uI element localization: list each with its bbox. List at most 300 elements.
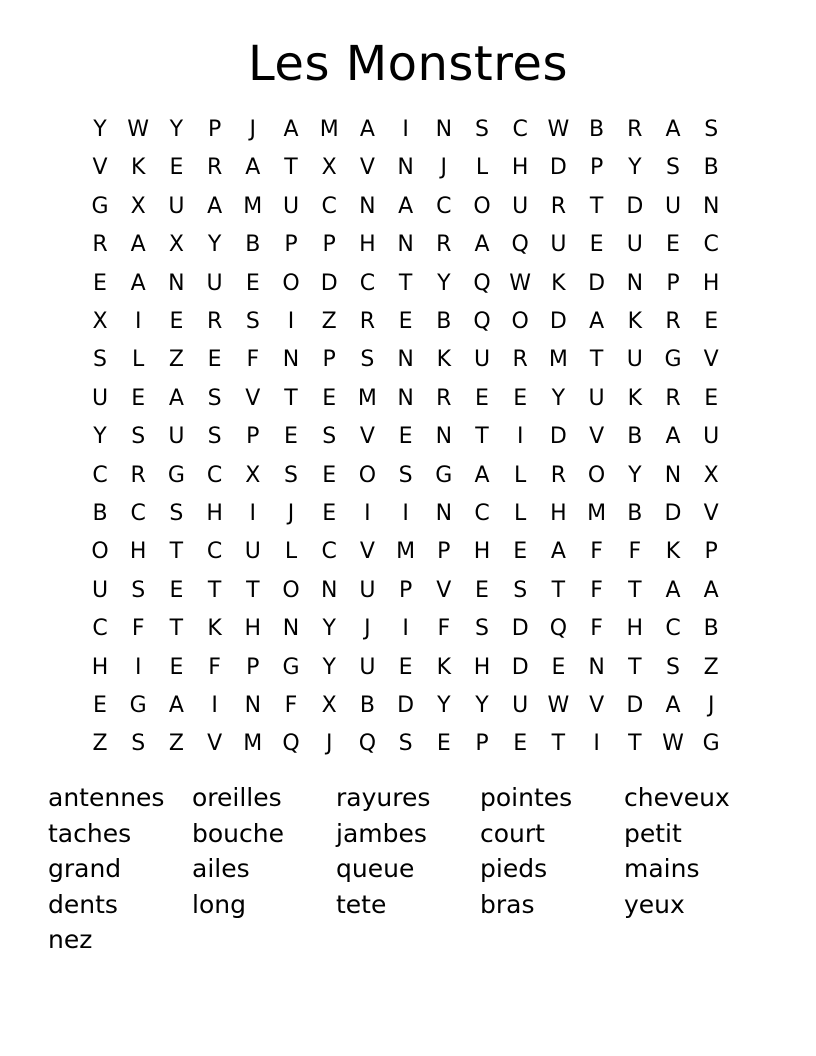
- grid-letter: Q: [549, 616, 568, 642]
- grid-letter: R: [512, 347, 528, 373]
- grid-letter: O: [473, 193, 491, 219]
- grid-letter: P: [398, 577, 413, 603]
- word-list-item: bouche: [192, 818, 284, 848]
- grid-letter: Z: [168, 731, 184, 757]
- grid-letter: B: [245, 232, 261, 258]
- grid-letter: E: [93, 270, 107, 296]
- word-list-item: rayures: [336, 783, 431, 812]
- grid-letter: H: [129, 539, 147, 565]
- grid-letter: V: [589, 693, 605, 718]
- grid-letter: A: [550, 539, 566, 565]
- grid-letter: J: [249, 117, 257, 142]
- grid-letter: F: [284, 693, 298, 718]
- grid-letter: S: [513, 577, 528, 603]
- grid-letter: S: [704, 117, 719, 142]
- grid-letter: P: [322, 347, 336, 373]
- grid-letter: I: [516, 424, 524, 450]
- grid-letter: M: [319, 117, 339, 142]
- grid-letter: E: [169, 155, 184, 181]
- grid-letter: K: [551, 270, 566, 296]
- grid-letter: F: [437, 616, 451, 642]
- grid-letter: Y: [322, 616, 336, 642]
- grid-letter: F: [131, 616, 145, 642]
- grid-letter: Y: [475, 693, 489, 718]
- grid-letter: C: [206, 462, 223, 488]
- grid-letter: N: [244, 693, 262, 718]
- grid-letter: G: [702, 731, 720, 757]
- grid-letter: S: [131, 731, 146, 757]
- grid-letter: N: [320, 577, 338, 603]
- grid-letter: N: [435, 117, 453, 142]
- grid-letter: U: [664, 193, 682, 219]
- grid-letter: R: [92, 232, 108, 258]
- word-list-item: court: [480, 818, 545, 848]
- grid-letter: I: [402, 501, 409, 526]
- grid-letter: M: [587, 501, 607, 526]
- grid-letter: T: [628, 731, 642, 757]
- grid-letter: P: [475, 731, 489, 757]
- grid-letter: U: [91, 577, 109, 603]
- grid-letter: G: [167, 462, 185, 488]
- grid-letter: R: [665, 385, 681, 411]
- grid-letter: X: [168, 232, 184, 258]
- grid-letter: F: [590, 577, 603, 603]
- grid-letter: I: [402, 616, 409, 642]
- grid-letter: V: [703, 501, 719, 526]
- grid-letter: X: [130, 193, 146, 219]
- grid-letter: U: [550, 232, 567, 258]
- grid-letter: B: [627, 424, 643, 450]
- grid-letter: U: [359, 577, 376, 603]
- grid-letter: S: [398, 731, 413, 757]
- grid-letter: T: [628, 654, 642, 680]
- grid-letter: E: [207, 347, 222, 373]
- grid-letter: J: [707, 693, 715, 718]
- grid-letter: D: [511, 654, 529, 680]
- grid-letter: N: [702, 193, 720, 219]
- grid-letter: E: [436, 731, 451, 757]
- grid-letter: Q: [511, 232, 529, 258]
- grid-letter: Y: [628, 155, 642, 181]
- grid-letter: X: [321, 693, 337, 718]
- grid-letter: Q: [282, 731, 300, 757]
- grid-letter: K: [207, 616, 222, 642]
- grid-letter: V: [589, 424, 605, 450]
- grid-letter: V: [359, 155, 375, 181]
- grid-letter: V: [436, 577, 452, 603]
- grid-letter: N: [397, 385, 414, 411]
- grid-letter: G: [91, 193, 109, 219]
- grid-letter: E: [245, 270, 260, 296]
- grid-letter: O: [282, 270, 300, 296]
- grid-letter: R: [550, 462, 567, 488]
- grid-letter: U: [91, 385, 109, 411]
- grid-letter: A: [665, 424, 681, 450]
- word-list-item: jambes: [336, 818, 427, 848]
- grid-letter: N: [397, 155, 414, 181]
- grid-letter: T: [207, 577, 222, 603]
- grid-letter: Y: [551, 385, 566, 411]
- grid-letter: M: [243, 193, 263, 219]
- grid-letter: H: [473, 539, 491, 565]
- grid-letter: N: [282, 616, 300, 642]
- grid-letter: Z: [92, 731, 108, 757]
- grid-letter: O: [587, 462, 606, 488]
- grid-letter: T: [589, 347, 604, 373]
- grid-letter: E: [513, 539, 528, 565]
- grid-letter: Z: [703, 654, 719, 680]
- grid-letter: N: [359, 193, 376, 219]
- grid-letter: R: [206, 155, 223, 181]
- grid-letter: L: [284, 539, 298, 565]
- grid-letter: Y: [322, 654, 336, 680]
- grid-letter: H: [244, 616, 262, 642]
- grid-letter: F: [628, 539, 642, 565]
- grid-letter: S: [284, 462, 298, 488]
- grid-letter: H: [473, 654, 491, 680]
- grid-letter: H: [511, 155, 529, 181]
- grid-letter: O: [91, 539, 109, 565]
- grid-letter: D: [549, 155, 567, 181]
- grid-letter: G: [282, 654, 300, 680]
- grid-letter: H: [206, 501, 223, 526]
- grid-letter: O: [358, 462, 377, 488]
- grid-letter: E: [398, 424, 413, 450]
- grid-letter: S: [207, 424, 222, 450]
- grid-letter: I: [211, 693, 218, 718]
- grid-letter: J: [287, 501, 295, 526]
- grid-letter: N: [397, 232, 414, 258]
- grid-letter: R: [436, 232, 452, 258]
- grid-letter: S: [245, 309, 260, 334]
- grid-letter: U: [703, 424, 720, 450]
- grid-letter: T: [169, 616, 184, 642]
- grid-letter: C: [703, 232, 719, 258]
- grid-letter: N: [626, 270, 644, 296]
- word-list-item: yeux: [624, 889, 685, 919]
- grid-letter: U: [626, 232, 643, 258]
- grid-letter: S: [322, 424, 337, 450]
- grid-letter: T: [169, 539, 184, 565]
- grid-letter: Y: [169, 117, 184, 142]
- grid-letter: M: [396, 539, 416, 565]
- grid-letter: N: [435, 424, 453, 450]
- grid-letter: B: [92, 501, 108, 526]
- grid-letter: X: [92, 309, 108, 334]
- grid-letter: A: [474, 462, 490, 488]
- grid-letter: S: [475, 117, 489, 142]
- grid-letter: U: [359, 654, 376, 680]
- word-list-item: long: [192, 889, 246, 919]
- grid-letter: T: [589, 193, 604, 219]
- grid-letter: N: [588, 654, 605, 680]
- grid-letter: D: [549, 424, 567, 450]
- grid-letter: J: [440, 155, 448, 181]
- grid-letter: T: [284, 385, 298, 411]
- grid-letter: A: [168, 385, 184, 411]
- grid-letter: D: [549, 309, 567, 334]
- grid-letter: E: [704, 385, 719, 411]
- grid-letter: X: [245, 462, 261, 488]
- grid-letter: A: [283, 117, 299, 142]
- grid-letter: R: [627, 117, 643, 142]
- grid-letter: S: [169, 501, 184, 526]
- grid-letter: I: [364, 501, 371, 526]
- grid-letter: A: [665, 117, 681, 142]
- grid-letter: E: [169, 309, 184, 334]
- word-list-item: queue: [336, 854, 415, 883]
- grid-letter: U: [473, 347, 491, 373]
- grid-letter: D: [397, 693, 415, 718]
- grid-letter: D: [664, 501, 682, 526]
- grid-letter: Y: [437, 270, 451, 296]
- grid-letter: Y: [207, 232, 222, 258]
- grid-letter: Y: [93, 424, 107, 450]
- grid-letter: E: [398, 654, 413, 680]
- grid-letter: H: [626, 616, 644, 642]
- grid-letter: V: [359, 539, 375, 565]
- grid-letter: U: [244, 539, 261, 565]
- grid-letter: C: [665, 616, 681, 642]
- grid-letter: E: [169, 577, 184, 603]
- grid-letter: Y: [628, 462, 642, 488]
- grid-letter: G: [435, 462, 453, 488]
- grid-letter: E: [398, 309, 413, 334]
- grid-letter: C: [436, 193, 452, 219]
- grid-letter: D: [626, 693, 644, 718]
- grid-letter: O: [511, 309, 529, 334]
- grid-letter: A: [168, 693, 184, 718]
- word-list-item: pointes: [480, 783, 573, 812]
- grid-letter: T: [475, 424, 489, 450]
- grid-letter: N: [282, 347, 300, 373]
- grid-letter: A: [130, 232, 146, 258]
- grid-letter: Z: [168, 347, 184, 373]
- grid-letter: A: [703, 577, 719, 603]
- grid-letter: R: [436, 385, 452, 411]
- grid-letter: A: [665, 693, 681, 718]
- grid-letter: A: [474, 232, 490, 258]
- grid-letter: D: [588, 270, 606, 296]
- grid-letter: U: [512, 693, 529, 718]
- grid-letter: S: [475, 616, 489, 642]
- grid-letter: I: [287, 309, 295, 334]
- grid-letter: M: [357, 385, 377, 411]
- grid-letter: W: [547, 117, 570, 142]
- word-list-item: grand: [48, 854, 122, 883]
- grid-letter: H: [359, 232, 376, 258]
- word-list-item: nez: [48, 925, 93, 954]
- grid-letter: R: [206, 309, 223, 334]
- grid-letter: L: [132, 347, 145, 373]
- word-list-item: bras: [480, 889, 535, 919]
- grid-letter: S: [207, 385, 222, 411]
- grid-letter: B: [359, 693, 375, 718]
- grid-letter: U: [588, 385, 605, 411]
- grid-letter: G: [129, 693, 147, 718]
- grid-letter: U: [512, 193, 529, 219]
- grid-letter: A: [665, 577, 681, 603]
- grid-letter: Z: [321, 309, 337, 334]
- grid-letter: J: [325, 731, 333, 757]
- grid-letter: E: [513, 731, 528, 757]
- grid-letter: P: [246, 654, 260, 680]
- grid-letter: C: [321, 193, 337, 219]
- grid-letter: B: [436, 309, 452, 334]
- grid-letter: A: [359, 117, 375, 142]
- word-list-item: antennes: [48, 783, 165, 812]
- grid-letter: E: [475, 577, 489, 603]
- grid-letter: S: [398, 462, 413, 488]
- grid-letter: U: [282, 193, 300, 219]
- grid-letter: E: [475, 385, 489, 411]
- grid-letter: N: [664, 462, 682, 488]
- grid-letter: P: [589, 155, 604, 181]
- grid-letter: V: [245, 385, 261, 411]
- grid-letter: D: [511, 616, 529, 642]
- grid-letter: V: [359, 424, 375, 450]
- grid-letter: C: [321, 539, 337, 565]
- grid-letter: Q: [473, 309, 491, 334]
- grid-letter: P: [284, 232, 298, 258]
- grid-letter: A: [589, 309, 605, 334]
- grid-letter: E: [131, 385, 146, 411]
- grid-letter: N: [397, 347, 414, 373]
- grid-letter: S: [360, 347, 375, 373]
- grid-letter: D: [320, 270, 338, 296]
- grid-letter: B: [703, 616, 719, 642]
- grid-letter: S: [666, 155, 680, 181]
- grid-letter: E: [322, 501, 337, 526]
- page-title: Les Monstres: [248, 36, 568, 92]
- grid-letter: C: [92, 462, 108, 488]
- grid-letter: J: [364, 616, 371, 642]
- grid-letter: K: [130, 155, 146, 181]
- grid-letter: T: [246, 577, 260, 603]
- grid-letter: E: [551, 654, 566, 680]
- grid-letter: P: [437, 539, 451, 565]
- word-list-item: petit: [624, 818, 682, 848]
- grid-letter: U: [168, 193, 185, 219]
- grid-letter: N: [168, 270, 185, 296]
- grid-letter: R: [665, 309, 681, 334]
- grid-letter: C: [130, 501, 146, 526]
- grid-letter: F: [590, 616, 603, 642]
- grid-letter: F: [246, 347, 260, 373]
- grid-letter: Q: [473, 270, 491, 296]
- grid-letter: T: [398, 270, 413, 296]
- grid-letter: D: [626, 193, 644, 219]
- word-list-item: taches: [48, 818, 132, 848]
- grid-letter: T: [628, 577, 642, 603]
- grid-letter: L: [514, 501, 527, 526]
- grid-letter: R: [550, 193, 567, 219]
- grid-letter: I: [402, 117, 409, 142]
- grid-letter: T: [551, 577, 566, 603]
- grid-letter: R: [130, 462, 146, 488]
- grid-letter: E: [666, 232, 680, 258]
- grid-letter: B: [589, 117, 605, 142]
- grid-letter: K: [436, 654, 452, 680]
- grid-letter: C: [474, 501, 490, 526]
- grid-letter: C: [512, 117, 528, 142]
- grid-letter: E: [704, 309, 719, 334]
- grid-letter: T: [284, 155, 298, 181]
- grid-letter: V: [207, 731, 223, 757]
- grid-letter: E: [169, 654, 184, 680]
- grid-letter: K: [627, 309, 643, 334]
- grid-letter: I: [134, 654, 142, 680]
- word-list-item: mains: [624, 854, 700, 883]
- grid-letter: A: [130, 270, 146, 296]
- word-list-item: oreilles: [192, 783, 282, 812]
- grid-letter: Y: [93, 117, 107, 142]
- grid-letter: E: [513, 385, 528, 411]
- grid-letter: I: [249, 501, 257, 526]
- grid-letter: S: [131, 577, 146, 603]
- grid-letter: C: [92, 616, 108, 642]
- grid-letter: P: [666, 270, 680, 296]
- grid-letter: W: [127, 117, 150, 142]
- word-list-item: tete: [336, 889, 387, 919]
- grid-letter: P: [207, 117, 222, 142]
- grid-letter: M: [243, 731, 263, 757]
- grid-letter: I: [593, 731, 600, 757]
- grid-letter: W: [547, 693, 570, 718]
- grid-letter: P: [322, 232, 336, 258]
- grid-letter: K: [436, 347, 452, 373]
- word-list-item: cheveux: [624, 783, 730, 812]
- grid-letter: X: [703, 462, 719, 488]
- grid-letter: W: [662, 731, 684, 757]
- grid-letter: R: [359, 309, 376, 334]
- grid-letter: M: [548, 347, 568, 373]
- grid-letter: U: [206, 270, 223, 296]
- word-list-item: pieds: [480, 854, 548, 883]
- grid-letter: F: [208, 654, 221, 680]
- grid-letter: U: [626, 347, 643, 373]
- grid-letter: K: [665, 539, 681, 565]
- grid-letter: U: [168, 424, 185, 450]
- grid-letter: W: [509, 270, 532, 296]
- grid-letter: S: [666, 654, 680, 680]
- grid-letter: V: [703, 347, 719, 373]
- grid-letter: O: [282, 577, 300, 603]
- grid-letter: B: [627, 501, 643, 526]
- grid-letter: E: [322, 385, 337, 411]
- grid-letter: X: [321, 155, 337, 181]
- grid-letter: N: [435, 501, 453, 526]
- grid-letter: E: [93, 693, 107, 718]
- grid-letter: V: [92, 155, 108, 181]
- grid-letter: E: [284, 424, 298, 450]
- grid-letter: L: [514, 462, 527, 488]
- grid-letter: C: [359, 270, 376, 296]
- grid-letter: G: [664, 347, 682, 373]
- grid-letter: L: [475, 155, 489, 181]
- grid-letter: A: [398, 193, 414, 219]
- grid-letter: S: [131, 424, 146, 450]
- grid-letter: K: [627, 385, 643, 411]
- grid-letter: Y: [437, 693, 451, 718]
- grid-letter: H: [91, 654, 109, 680]
- grid-letter: P: [246, 424, 260, 450]
- grid-letter: Q: [358, 731, 377, 757]
- grid-letter: I: [134, 309, 142, 334]
- grid-letter: F: [590, 539, 603, 565]
- word-list-item: ailes: [192, 854, 250, 883]
- word-list-item: dents: [48, 889, 118, 919]
